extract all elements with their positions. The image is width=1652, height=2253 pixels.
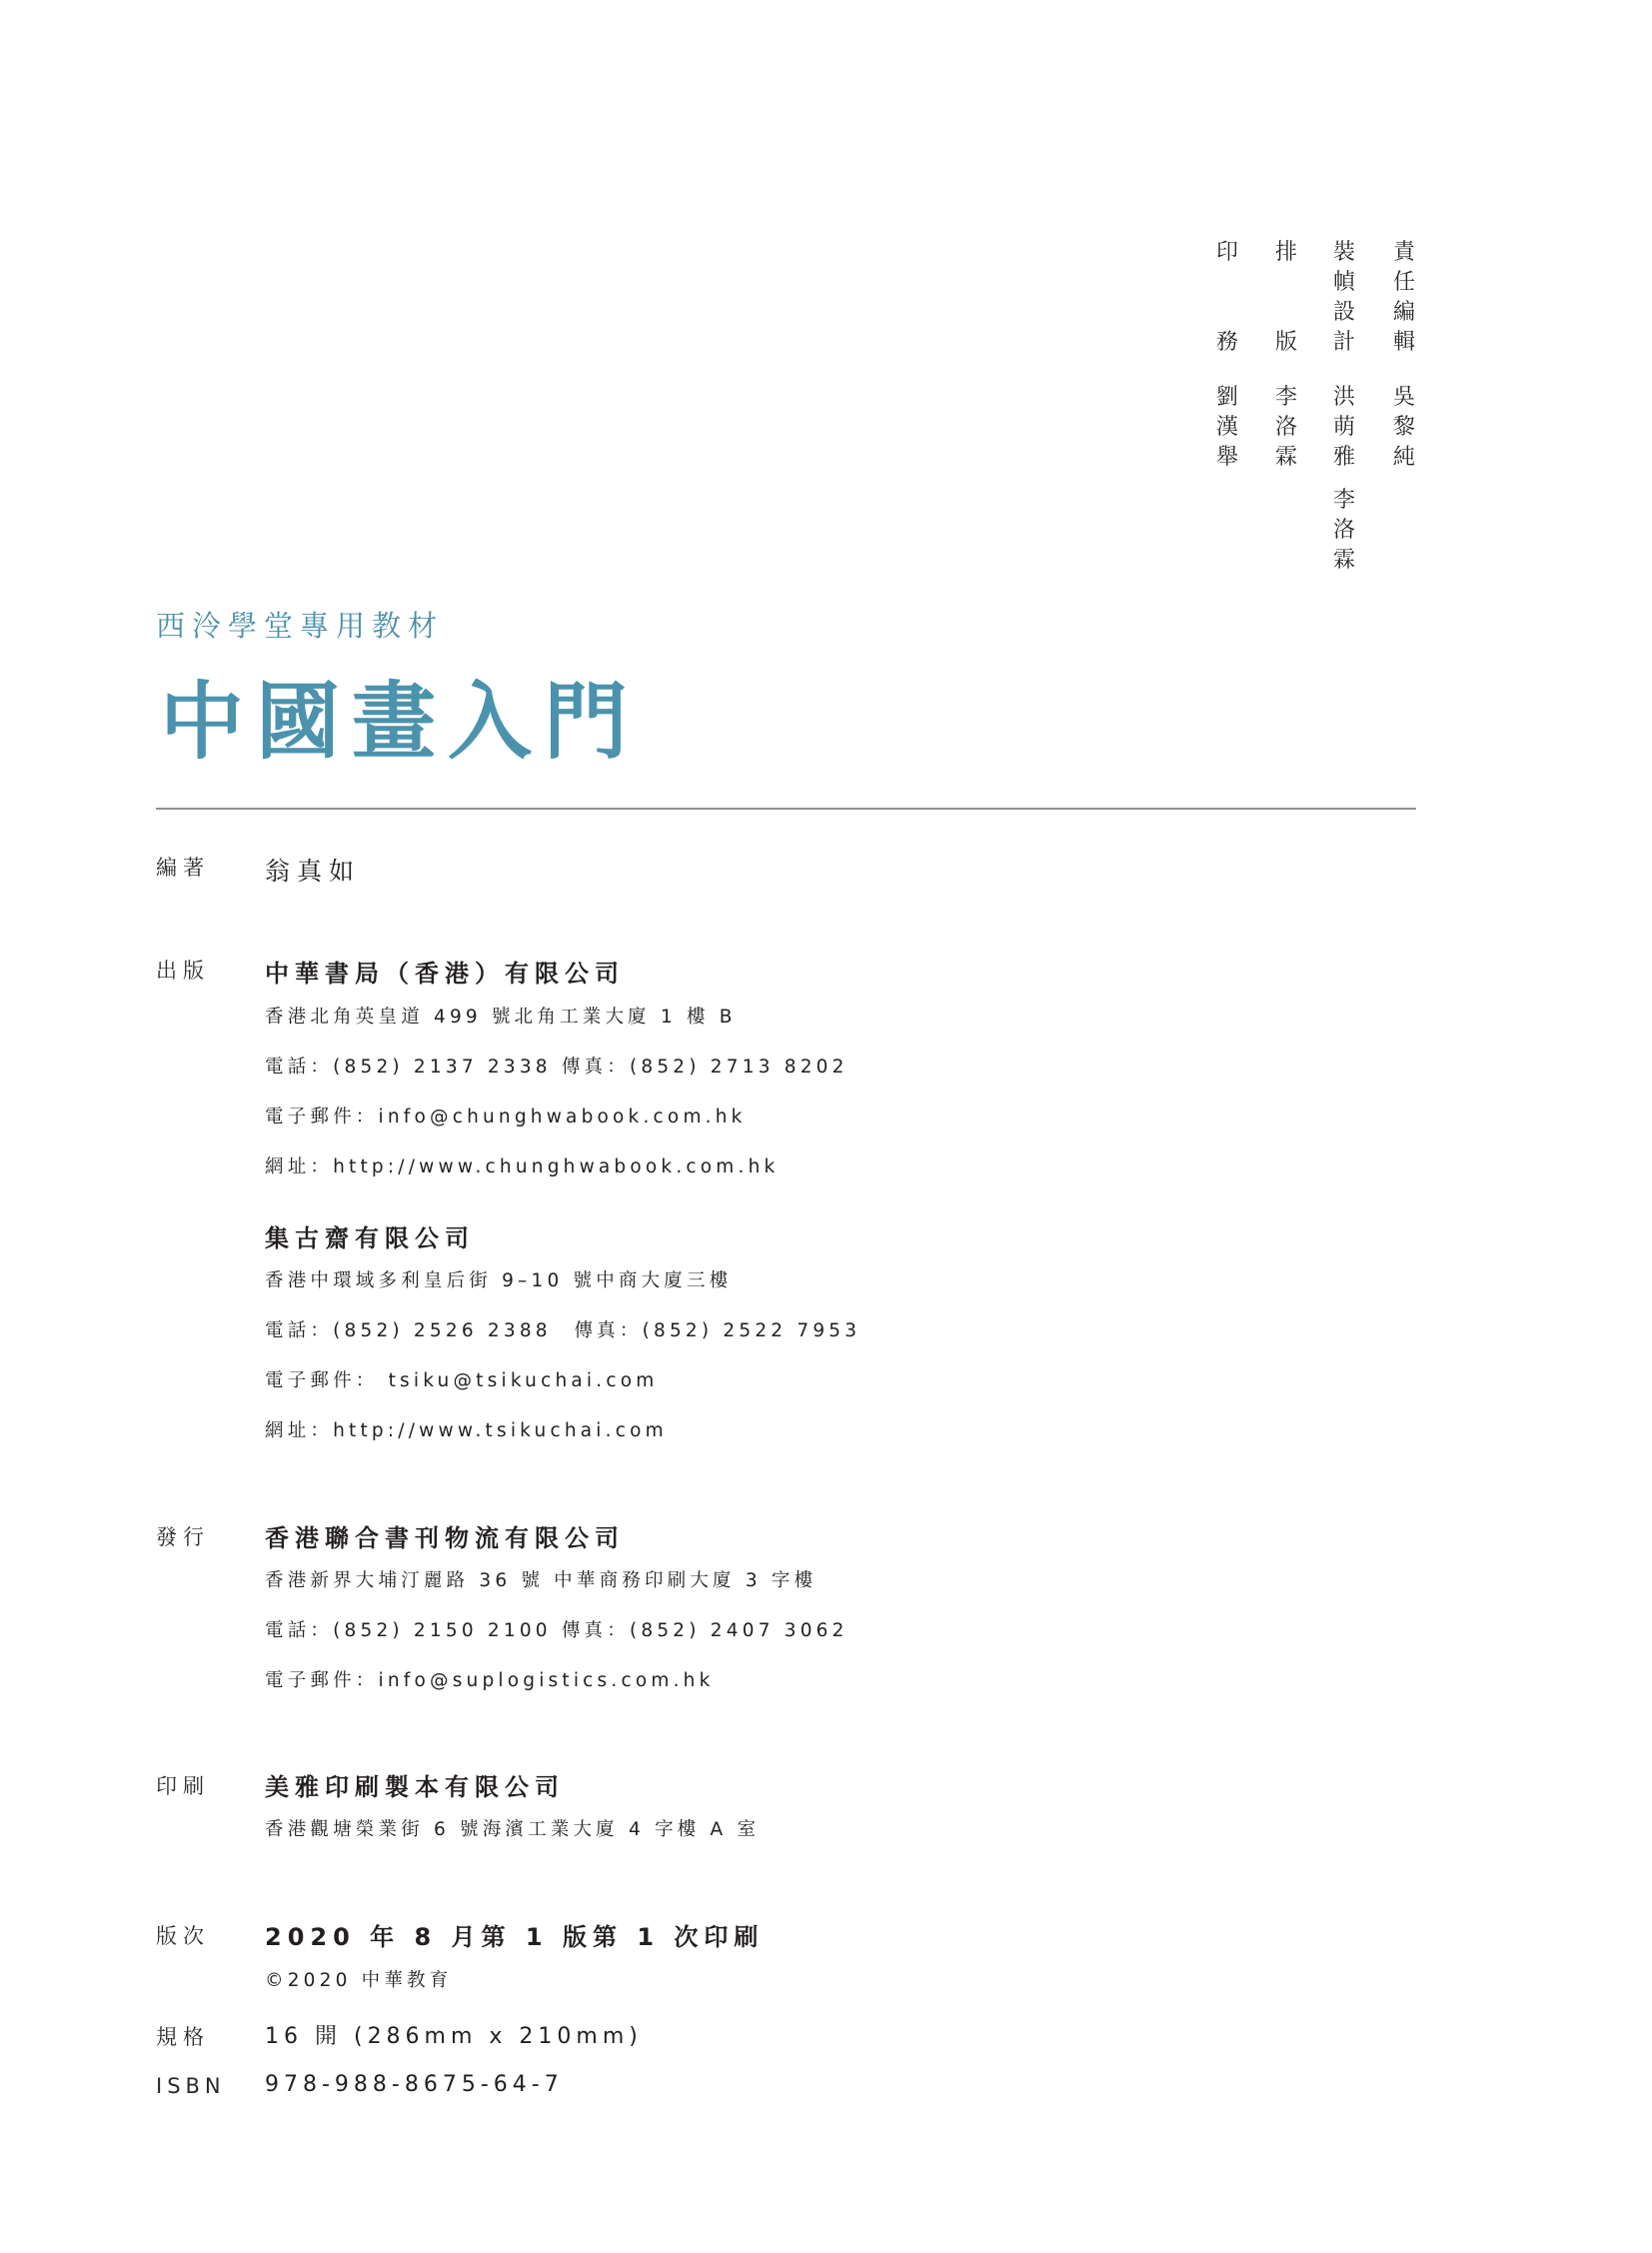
publisher-2-name: 集古齋有限公司 bbox=[265, 1224, 475, 1252]
series-name: 西泠學堂專用教材 bbox=[156, 609, 445, 643]
copyright: ©2020 中華教育 bbox=[265, 1970, 453, 1991]
book-title: 中國畫入門 bbox=[160, 672, 641, 771]
author-name: 翁真如 bbox=[265, 857, 362, 886]
printer-name: 美雅印刷製本有限公司 bbox=[265, 1773, 565, 1801]
credit-name-cover-design-1: 洪 萌 雅 bbox=[1332, 385, 1355, 470]
distributor-address: 香港新界大埔汀麗路 36 號 中華商務印刷大廈 3 字樓 bbox=[265, 1570, 818, 1591]
publisher-label: 出版 bbox=[156, 959, 210, 983]
isbn-value: 978-988-8675-64-7 bbox=[265, 2072, 564, 2097]
distributor-phone-fax: 電話：(852) 2150 2100 傳真：(852) 2407 3062 bbox=[265, 1620, 848, 1641]
publisher-2-email: 電子郵件： tsiku@tsikuchai.com bbox=[265, 1370, 659, 1391]
publisher-1-website: 網址：http://www.chunghwabook.com.hk bbox=[265, 1156, 780, 1177]
publisher-1-address: 香港北角英皇道 499 號北角工業大廈 1 樓 B bbox=[265, 1007, 737, 1028]
isbn-label: ISBN bbox=[156, 2074, 226, 2098]
edition-value: 2020 年 8 月第 1 版第 1 次印刷 bbox=[265, 1923, 765, 1951]
format-label: 規格 bbox=[156, 2025, 210, 2049]
credit-name-typesetting: 李 洛 霖 bbox=[1274, 385, 1297, 470]
publisher-2-website: 網址：http://www.tsikuchai.com bbox=[265, 1420, 668, 1441]
credit-name-editor: 吳 黎 純 bbox=[1392, 385, 1415, 470]
format-value: 16 開 (286mm x 210mm) bbox=[265, 2024, 643, 2049]
printer-label: 印刷 bbox=[156, 1774, 210, 1798]
credit-role-print-affairs: 印 務 bbox=[1215, 240, 1238, 355]
publisher-2-address: 香港中環域多利皇后街 9–10 號中商大廈三樓 bbox=[265, 1270, 733, 1291]
credit-name-cover-design-2: 李 洛 霖 bbox=[1332, 488, 1355, 573]
author-label: 編著 bbox=[156, 856, 210, 880]
credit-role-typesetting: 排 版 bbox=[1274, 240, 1297, 355]
publisher-2-phone-fax: 電話：(852) 2526 2388 傳真：(852) 2522 7953 bbox=[265, 1320, 861, 1341]
publisher-1-email: 電子郵件：info@chunghwabook.com.hk bbox=[265, 1107, 747, 1127]
publisher-1-phone-fax: 電話：(852) 2137 2338 傳真：(852) 2713 8202 bbox=[265, 1057, 848, 1078]
credit-role-editor: 責 任 編 輯 bbox=[1392, 240, 1415, 355]
divider bbox=[156, 808, 1416, 810]
distributor-name: 香港聯合書刊物流有限公司 bbox=[265, 1524, 625, 1552]
printer-address: 香港觀塘榮業街 6 號海濱工業大廈 4 字樓 A 室 bbox=[265, 1819, 761, 1840]
edition-label: 版次 bbox=[156, 1924, 210, 1948]
distributor-email: 電子郵件：info@suplogistics.com.hk bbox=[265, 1670, 715, 1691]
distributor-label: 發行 bbox=[156, 1525, 210, 1549]
publisher-1-name: 中華書局（香港）有限公司 bbox=[265, 960, 625, 988]
credit-name-print-affairs: 劉 漢 舉 bbox=[1215, 385, 1238, 470]
credit-role-cover-design: 裝 幀 設 計 bbox=[1332, 240, 1355, 355]
